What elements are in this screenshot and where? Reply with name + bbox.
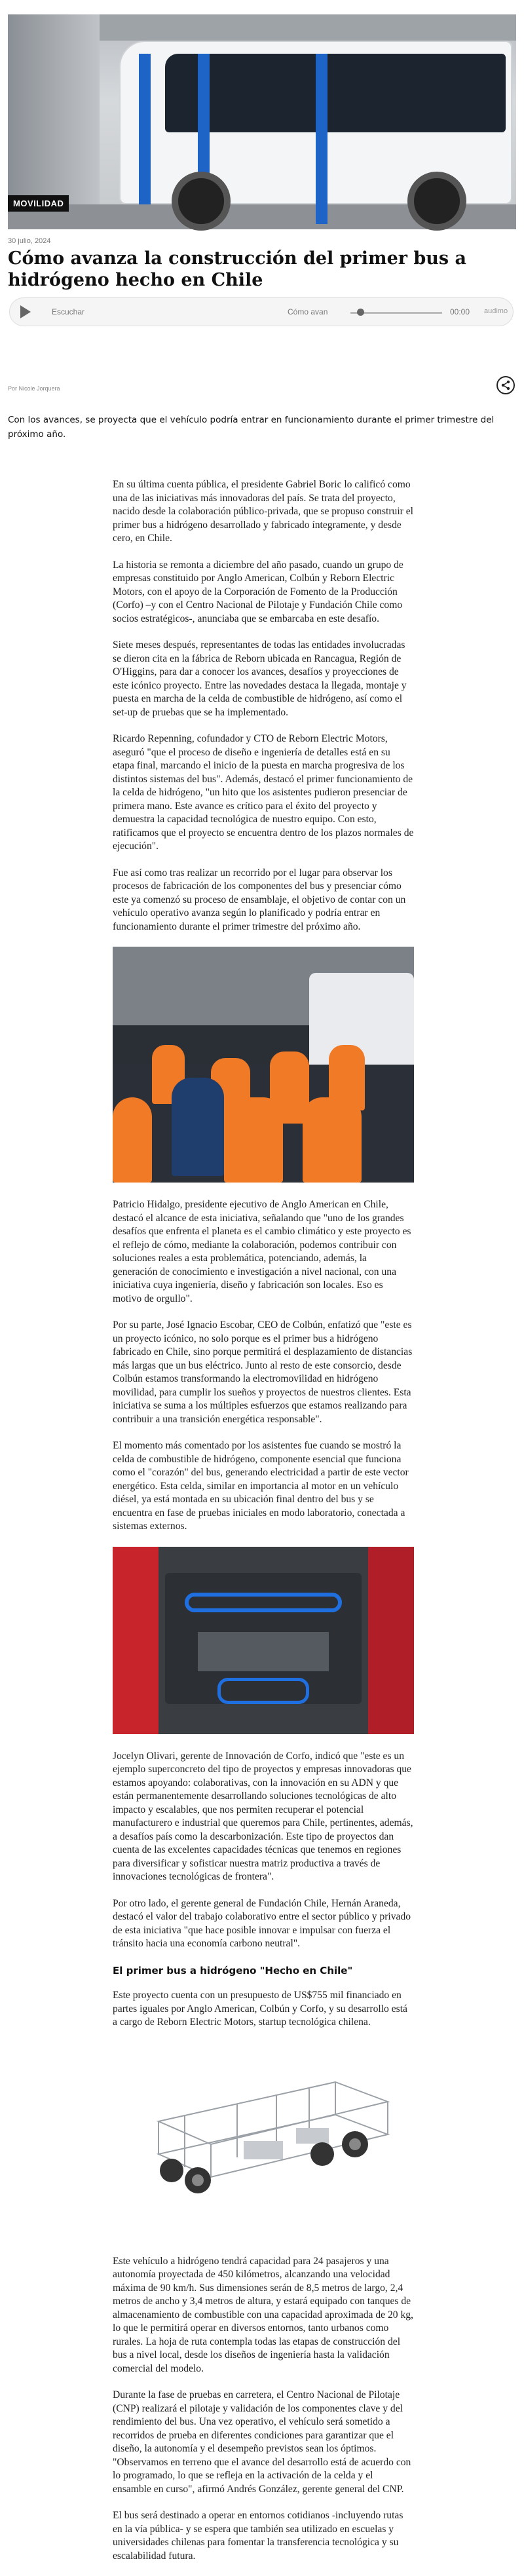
hero-image: [8, 14, 516, 229]
paragraph: Jocelyn Olivari, gerente de Innovación de Corfo, indicó que "este es un ejemplo superconcreto del tipo de proyectos y empresas innovadoras que estamos apoyando: colaborativas, con la innovación en su ADN y que están permanentemente desarrollando soluciones tecnológicas de alto impacto y escalables, que nos permiten recuperar el potencial manufacturero e industrial que queremos para Chile, pertinentes, además, a desafíos país como la descarbonización. Este tipo de proyectos dan cuenta de las excelentes capacidades técnicas que tenemos en regiones para diversificar y sofisticar nuestra matriz productiva a través de innovaciones tecnológicas de frontera".: [113, 1750, 413, 1882]
progress-bar[interactable]: [350, 312, 442, 314]
photo-workers-visit: [113, 947, 414, 1183]
article-author: Por Nicole Jorquera: [8, 385, 60, 392]
listen-label: Escuchar: [52, 307, 85, 316]
section-tag[interactable]: MOVILIDAD: [8, 195, 69, 212]
paragraph: La historia se remonta a diciembre del año pasado, cuando un grupo de empresas constituido por Anglo American, Colbún y Reborn Electric Motors, con el apoyo de la Corporación de Fomento de la Producción (Corfo) –y con el Centro Nacional de Pilotaje y Fundación Chile como socios estratégicos-, anunciaba que se embarcaba en este desafío.: [113, 559, 403, 624]
play-icon[interactable]: [20, 305, 31, 318]
paragraph: Ricardo Repenning, cofundador y CTO de Reborn Electric Motors, aseguró "que el proceso de diseño e ingeniería de detalles está en su etapa final, marcando el inicio de la puesta en marcha progresiva de los distintos sistemas del bus". Además, destacó el primer funcionamiento de la celda de hidrógeno, "un hito que los asistentes pudieron presenciar de primera mano. Este avance es crítico para el éxito del proyecto y demuestra la capacidad tecnológica de nuestro equipo. Con esto, ratificamos que el proyecto se encuentra dentro de los plazos normales de ejecución".: [113, 733, 414, 852]
paragraph: Durante la fase de pruebas en carretera, el Centro Nacional de Pilotaje (CNP) realizará el pilotaje y validación de los componentes clave y del rendimiento del bus. Una vez operativo, el vehículo será sometido a recorridos de prueba en diferentes condiciones para garantizar que el diseño, la autonomía y el desempeño previstos sean los óptimos. "Observamos en terreno que el avance del desarrollo está de acuerdo con lo programado, lo que se refleja en la activación de la celda y el ensamble en curso", afirmó Andrés González, gerente general del CNP.: [113, 2389, 411, 2495]
article-date: 30 julio, 2024: [8, 237, 51, 245]
article-lead: Con los avances, se proyecta que el vehículo podría entrar en funcionamiento durante el primer trimestre del próximo año.: [8, 415, 495, 440]
progress-handle[interactable]: [357, 309, 364, 316]
paragraph: El momento más comentado por los asistentes fue cuando se mostró la celda de combustible de hidrógeno, componente esencial que funciona como el "corazón" del bus, generando electricidad a partir de este vector energético. Esta celda, similar en importancia al motor en un vehículo diésel, ya está montada en su ubicación final dentro del bus y se encuentra en fase de pruebas iniciales en modo laboratorio, conectada a sistemas externos.: [113, 1440, 409, 1532]
article-body: [113, 478, 414, 2576]
bus-chassis-render: [113, 2043, 414, 2239]
share-icon: [500, 380, 511, 390]
paragraph: En su última cuenta pública, el presidente Gabriel Boric lo calificó como una de las iniciativas más innovadoras del país. Se trata del proyecto, nacido desde la colaboración público-privada, que se propuso construir el primer bus a hidrógeno desarrollado y fabricado íntegramente, y desde cero, en Chile.: [113, 479, 413, 544]
paragraph: Este vehículo a hidrógeno tendrá capacidad para 24 pasajeros y una autonomía proyectada de 450 kilómetros, alcanzando una velocidad máxima de 90 km/h. Sus dimensiones serán de 8,5 metros de largo, 2,4 metros de ancho y 3,4 metros de altura, y estará equipado con tanques de almacenamiento de combustible con una capacidad aproximada de 20 kg, lo que le permitirá operar en diversos entornos, tanto urbanos como rurales. La hoja de ruta contempla todas las etapas de construcción del bus a nivel local, desde los diseños de ingeniería hasta la validación comercial del modelo.: [113, 2255, 413, 2374]
paragraph: Por su parte, José Ignacio Escobar, CEO de Colbún, enfatizó que "este es un proyecto icónico, no solo porque es el primer bus a hidrógeno fabricado en Chile, sino porque permitirá el desplazamiento de distancias más largas que un bus eléctrico. Junto al resto de este consorcio, desde Colbún estamos transformando la electromovilidad en hidrógeno movilidad, para cumplir los sueños y proyectos de nuestros clientes. Esta iniciativa se suma a los múltiples esfuerzos que estamos realizando para contribuir a una transición energética responsable".: [113, 1319, 413, 1425]
section-subheading: El primer bus a hidrógeno "Hecho en Chile": [113, 1964, 353, 1977]
paragraph: Por otro lado, el gerente general de Fundación Chile, Hernán Araneda, destacó el valor del trabajo colaborativo entre el sector público y privado de esta iniciativa "que hace posible innovar e impulsar con fuerza el tránsito hacia una economía carbono neutral".: [113, 1897, 411, 1949]
paragraph: Patricio Hidalgo, presidente ejecutivo de Anglo American en Chile, destacó el alcance de esta iniciativa, señalando que "uno de los grandes desafíos que enfrenta el planeta es el cambio climático y este proyecto es el reflejo de cómo, mediante la colaboración, podemos contribuir con soluciones reales a esta problemática, potenciando, además, la generación de conocimiento e investigación a nivel nacional, con una iniciativa cuya ingeniería, diseño y fabricación son locales. Eso es motivo de orgullo".: [113, 1199, 411, 1304]
photo-fuel-cell: [113, 1547, 414, 1734]
now-playing-title: Cómo avan: [288, 307, 328, 316]
article-title: Cómo avanza la construcción del primer bus a hidrógeno hecho en Chile: [8, 248, 466, 290]
audio-brand: audimo: [484, 307, 508, 315]
paragraph: El bus será destinado a operar en entornos cotidianos -incluyendo rutas en la vía pública- y se espera que también sea utilizado en escuelas y universidades chilenas para fomentar la transferencia tecnológica y su escalabilidad futura.: [113, 2510, 403, 2562]
audio-player: [9, 297, 514, 326]
paragraph: Fue así como tras realizar un recorrido por el lugar para observar los procesos de fabricación de los componentes del bus y presenciar cómo este ya comenzó su proceso de ensamblaje, el objetivo de contar con un vehículo operativo avanza según lo planificado y podría entrar en funcionamiento durante el primer trimestre del próximo año.: [113, 867, 406, 932]
share-button[interactable]: [496, 376, 515, 394]
audio-time: 00:00: [450, 307, 470, 316]
paragraph: Este proyecto cuenta con un presupuesto de US$755 mil financiado en partes iguales por Anglo American, Colbún y Corfo, y su desarrollo está a cargo de Reborn Electric Motors, startup tecnológica chilena.: [113, 1990, 407, 2028]
paragraph: Siete meses después, representantes de todas las entidades involucradas se dieron cita en la fábrica de Reborn ubicada en Rancagua, Región de O'Higgins, para dar a conocer los avances, desafíos y proyecciones de este icónico proyecto. Entre las novedades destaca la llegada, montaje y puesta en marcha de la celda de combustible de hidrógeno, así como el set-up de pruebas que se ha implementado.: [113, 639, 407, 718]
